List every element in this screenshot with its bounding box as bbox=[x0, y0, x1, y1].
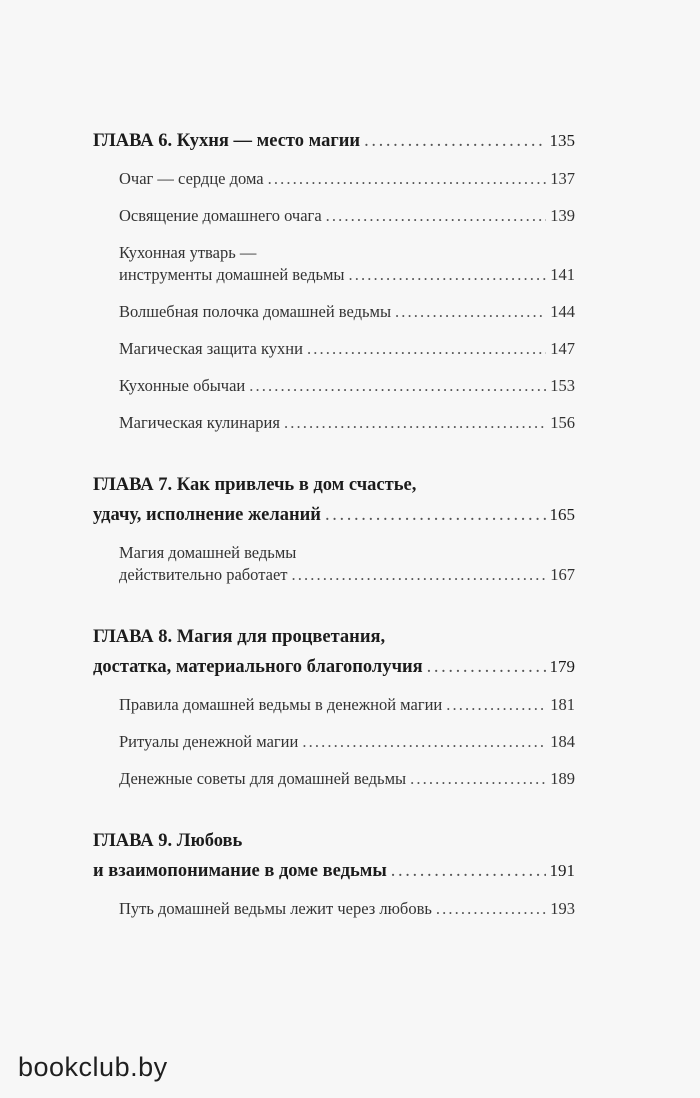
dot-leader bbox=[436, 898, 546, 920]
entry-page-number: 141 bbox=[550, 265, 575, 284]
toc-entry bbox=[119, 205, 575, 227]
entry-title-text: инструменты домашней ведьмы bbox=[119, 265, 345, 284]
toc-entry bbox=[119, 694, 575, 716]
entry-line bbox=[119, 301, 575, 323]
chapter-page-number: 135 bbox=[549, 131, 575, 150]
toc-entry bbox=[119, 542, 575, 586]
entry-line bbox=[119, 205, 575, 227]
entry-line bbox=[119, 542, 575, 564]
dot-leader bbox=[284, 412, 546, 434]
entry-line bbox=[119, 694, 575, 716]
toc-entry bbox=[119, 242, 575, 286]
chapter-title-text: достатка, материального благополучия bbox=[93, 657, 423, 677]
toc-entry bbox=[119, 375, 575, 397]
chapter-title-text: ГЛАВА 9. Любовь bbox=[93, 831, 243, 851]
toc-entry bbox=[119, 338, 575, 360]
dot-leader bbox=[364, 126, 545, 156]
entry-line bbox=[119, 564, 575, 586]
entry-title-text: Магическая защита кухни bbox=[119, 339, 303, 358]
chapter-title-text: ГЛАВА 7. Как привлечь в дом счастье, bbox=[93, 475, 417, 495]
entry-page-number: 144 bbox=[550, 302, 575, 321]
chapter-title-line bbox=[93, 622, 575, 652]
entry-title-text: Волшебная полочка домашней ведьмы bbox=[119, 302, 392, 321]
toc-entry bbox=[119, 768, 575, 790]
chapter-title-line bbox=[93, 652, 575, 682]
entry-page-number: 181 bbox=[550, 695, 575, 714]
entry-line bbox=[119, 412, 575, 434]
entry-title-text: Магическая кулинария bbox=[119, 413, 280, 432]
chapter-entries bbox=[93, 898, 575, 920]
dot-leader bbox=[349, 264, 547, 286]
entry-title-text: действительно работает bbox=[119, 565, 288, 584]
toc-entry bbox=[119, 412, 575, 434]
entry-page-number: 156 bbox=[550, 413, 575, 432]
entry-page-number: 189 bbox=[550, 769, 575, 788]
chapter-title-line bbox=[93, 470, 575, 500]
chapter-page-number: 191 bbox=[549, 861, 575, 880]
toc-entry bbox=[119, 301, 575, 323]
entry-page-number: 147 bbox=[550, 339, 575, 358]
entry-line bbox=[119, 242, 575, 264]
entry-page-number: 139 bbox=[550, 206, 575, 225]
dot-leader bbox=[325, 500, 546, 530]
chapter-title-line bbox=[93, 856, 575, 886]
entry-title-text: Ритуалы денежной магии bbox=[119, 732, 299, 751]
entry-line bbox=[119, 168, 575, 190]
entry-title-text: Освящение домашнего очага bbox=[119, 206, 322, 225]
entry-page-number: 184 bbox=[550, 732, 575, 751]
dot-leader bbox=[249, 375, 546, 397]
toc-chapter bbox=[93, 622, 575, 790]
entry-title-text: Очаг — сердце дома bbox=[119, 169, 264, 188]
dot-leader bbox=[326, 205, 547, 227]
watermark: bookclub.by bbox=[18, 1052, 168, 1082]
chapter-page-number: 179 bbox=[549, 657, 575, 676]
entry-title-text: Правила домашней ведьмы в денежной магии bbox=[119, 695, 443, 714]
dot-leader bbox=[307, 338, 546, 360]
dot-leader bbox=[302, 731, 546, 753]
entry-page-number: 193 bbox=[550, 899, 575, 918]
dot-leader bbox=[427, 652, 546, 682]
chapter-entries bbox=[93, 694, 575, 790]
chapter-title-line bbox=[93, 826, 575, 856]
entry-title-text: Магия домашней ведьмы bbox=[119, 543, 297, 562]
entry-title-text: Кухонная утварь — bbox=[119, 243, 257, 262]
chapter-title-text: и взаимопонимание в доме ведьмы bbox=[93, 861, 387, 881]
entry-line bbox=[119, 898, 575, 920]
entry-page-number: 153 bbox=[550, 376, 575, 395]
entry-title-text: Денежные советы для домашней ведьмы bbox=[119, 769, 407, 788]
entry-title-text: Путь домашней ведьмы лежит через любовь bbox=[119, 899, 432, 918]
toc-chapter bbox=[93, 826, 575, 920]
entry-page-number: 137 bbox=[550, 169, 575, 188]
toc-entry bbox=[119, 898, 575, 920]
table-of-contents bbox=[93, 126, 575, 935]
chapter-title-line bbox=[93, 126, 575, 156]
chapter-title-text: ГЛАВА 8. Магия для процветания, bbox=[93, 627, 386, 647]
chapter-page-number: 165 bbox=[549, 505, 575, 524]
dot-leader bbox=[446, 694, 546, 716]
chapter-title-line bbox=[93, 500, 575, 530]
dot-leader bbox=[395, 301, 546, 323]
toc-entry bbox=[119, 168, 575, 190]
toc-chapter bbox=[93, 470, 575, 586]
dot-leader bbox=[291, 564, 546, 586]
toc-entry bbox=[119, 731, 575, 753]
dot-leader bbox=[268, 168, 547, 190]
chapter-title-text: удачу, исполнение желаний bbox=[93, 505, 321, 525]
chapter-title-text: ГЛАВА 6. Кухня — место магии bbox=[93, 131, 361, 151]
entry-line bbox=[119, 375, 575, 397]
dot-leader bbox=[410, 768, 546, 790]
entry-line bbox=[119, 264, 575, 286]
dot-leader bbox=[391, 856, 546, 886]
chapter-entries bbox=[93, 542, 575, 586]
entry-line bbox=[119, 338, 575, 360]
chapter-entries bbox=[93, 168, 575, 434]
entry-title-text: Кухонные обычаи bbox=[119, 376, 246, 395]
entry-line bbox=[119, 768, 575, 790]
toc-chapter bbox=[93, 126, 575, 434]
entry-line bbox=[119, 731, 575, 753]
entry-page-number: 167 bbox=[550, 565, 575, 584]
